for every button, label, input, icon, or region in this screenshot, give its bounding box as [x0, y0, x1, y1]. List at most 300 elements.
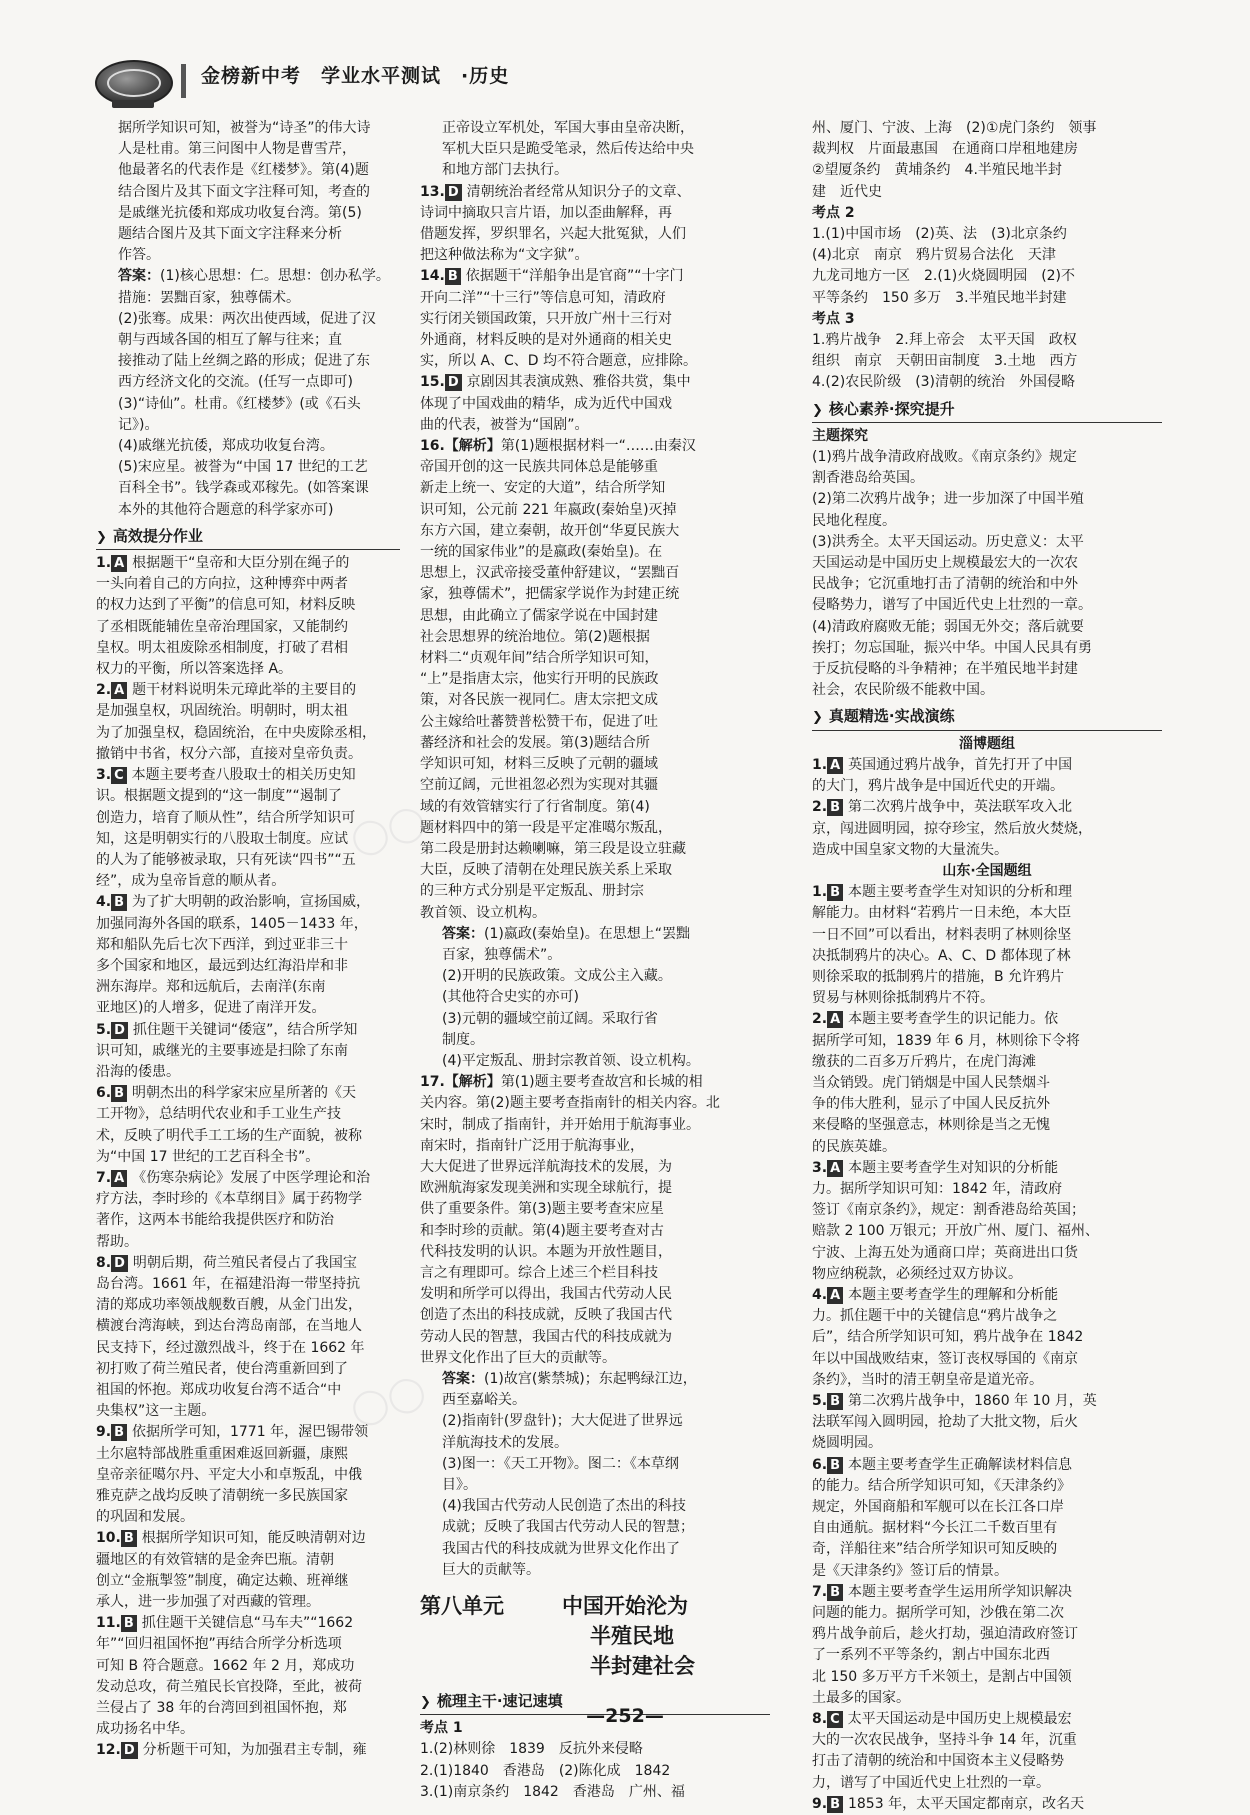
text-line: 创造力，培育了顺从性”，结合所学知识可 — [96, 809, 356, 826]
text-line: 域的有效管辖实行了行省制度。第(4) — [420, 798, 650, 815]
question-number: 5. — [812, 1392, 828, 1409]
text-line: 制度。 — [442, 1031, 484, 1048]
text-line: 是加强皇权，巩固统治。明朝时，明太祖 — [96, 703, 348, 720]
text-line: 第二段是册封达赖喇嘛，第三段是设立驻藏 — [420, 840, 686, 857]
answer-badge: C — [827, 1711, 843, 1728]
section-heading: ❯ 真题精选·实战演练 — [812, 706, 1162, 730]
text-line: 力，谱写了中国近代史上壮烈的一章。 — [812, 1774, 1050, 1791]
label: 16.【解析】 — [420, 438, 501, 455]
question-number: 9. — [812, 1795, 828, 1812]
text-line — [96, 1740, 400, 1761]
text-line: 我国古代的科技成就为世界文化作出了 — [442, 1540, 680, 1557]
question-item — [812, 1582, 1162, 1709]
text-line: 实行闭关锁国政策，只开放广州十三行对 — [420, 310, 672, 327]
text: 本题主要考查学生的识记能力。依 — [848, 1011, 1059, 1028]
label: 答案： — [442, 1370, 484, 1387]
text-line — [420, 266, 770, 287]
text-line — [96, 1528, 400, 1549]
question-number: 3. — [96, 767, 112, 784]
text-line: 据所学可知，1839 年 6 月，林则徐下令将 — [812, 1032, 1080, 1049]
text-line: 祖国的怀抱。郑成功收复台湾不适合“中 — [96, 1381, 342, 1398]
text: 根据所学知识可知，能反映清朝对边 — [141, 1530, 366, 1547]
kaodian-label: 考点 1 — [420, 1720, 463, 1737]
group-heading: 淄博题组 — [959, 735, 1015, 752]
text-line: 百家，独尊儒术”。 — [442, 946, 562, 963]
text-line: 则徐采取的抵制鸦片的措施，B 允许鸦片 — [812, 968, 1065, 985]
kaodian-label: 考点 2 — [812, 204, 855, 221]
question-number: 3. — [812, 1159, 828, 1176]
question-item — [96, 1253, 400, 1423]
text: 第二次鸦片战争中，英法联军攻入北 — [847, 799, 1072, 816]
text-line: 条约》，当时的清王朝皇帝是道光帝。 — [812, 1371, 1043, 1388]
text-line: 岛台湾。1661 年，在福建沿海一带坚持抗 — [96, 1275, 361, 1292]
text-line: 是《天津条约》签订后的情景。 — [812, 1562, 1008, 1579]
text-line: 蕃经济和社会的发展。第(3)题结合所 — [420, 734, 650, 751]
text-line — [442, 924, 770, 945]
text-line: (2)指南针(罗盘针)；大大促进了世界远 — [442, 1413, 683, 1430]
text-line: 京，闯进圆明园，掠夺珍宝，然后放火焚烧， — [812, 820, 1092, 837]
question-item — [812, 1455, 1162, 1582]
text-line: 学知识可知，材料三反映了元朝的疆域 — [420, 756, 658, 773]
text-line: 把这种做法称为“文字狱”。 — [420, 247, 589, 264]
answer-badge: C — [111, 767, 127, 784]
answer-badge: D — [445, 184, 462, 201]
text-line: (其他符合史实的亦可) — [442, 989, 579, 1006]
text-line: 家，独尊儒术”，把儒家学说作为封建正统 — [420, 586, 680, 603]
text-line: 世界文化作出了巨大的贡献等。 — [420, 1349, 616, 1366]
text-line: 的能力。结合所学知识可知，《天津条约》 — [812, 1477, 1071, 1494]
question-item — [812, 1794, 1162, 1815]
text-line: 亚地区)的人增多，促进了南洋开发。 — [96, 1000, 326, 1017]
kaodian-label: 考点 3 — [812, 310, 855, 327]
text: 明朝杰出的科学家宋应星所著的《天 — [131, 1085, 356, 1102]
text: 题干材料说明朱元璋此举的主要目的 — [132, 682, 357, 699]
kaodian-2 — [812, 224, 1162, 309]
text-line: 法联军闯入圆明园，抢劫了大批文物，后火 — [812, 1414, 1078, 1431]
question-item — [420, 182, 770, 267]
question-number: 15. — [420, 374, 445, 391]
text-line: 借题发挥，罗织罪名，兴起大批冤狱，人们 — [420, 226, 686, 243]
text-line: 奇，洋船往来”结合所学知识可知反映的 — [812, 1541, 1058, 1558]
text-line: 组织 南京 天朝田亩制度 3.土地 西方 — [812, 353, 1078, 370]
question-number: 7. — [96, 1169, 112, 1186]
text-line: 发动总攻，荷兰殖民长官投降，至此，被荷 — [96, 1678, 362, 1695]
text-line: 目》。 — [442, 1477, 477, 1493]
text-line: 烧圆明园。 — [812, 1435, 882, 1452]
question-item — [812, 1391, 1162, 1455]
question-number: 6. — [96, 1085, 112, 1102]
question-item — [812, 797, 1162, 861]
text-line: 平等条约 150 多万 3.半殖民地半封建 — [812, 289, 1067, 306]
label: 答案： — [442, 925, 484, 942]
text-line — [420, 372, 770, 393]
text-line: 年”“回归祖国怀抱”再结合所学分析选项 — [96, 1636, 342, 1653]
text-line — [420, 436, 770, 457]
watermark: ◯◯ — [345, 1369, 431, 1431]
text-line: 力。抓住题干中的关键信息“鸦片战争之 — [812, 1308, 1058, 1325]
text-line: 体现了中国戏曲的精华，成为近代中国戏 — [420, 395, 672, 412]
text-line — [96, 553, 400, 574]
text: 本题主要考查学生运用所学知识解决 — [847, 1583, 1072, 1600]
question-item — [96, 1083, 400, 1168]
text-line: 经”，成为皇帝旨意的顺从者。 — [96, 873, 286, 890]
text-line: 1.鸦片战争 2.拜上帝会 太平天国 政权 — [812, 332, 1077, 349]
text-line: 军机大臣只是跪受笔录，然后传达给中央 — [442, 141, 694, 158]
text-line: 清的郑成功率领战舰数百艘，从金门出发， — [96, 1297, 362, 1314]
question-number: 2. — [96, 682, 112, 699]
text-line: 成功扬名中华。 — [96, 1721, 194, 1738]
text-line — [812, 1455, 1162, 1476]
text-line — [118, 266, 400, 287]
answer-badge: B — [827, 1584, 843, 1601]
answer-badge: B — [827, 884, 843, 901]
text-line: (1)鸦片战争清政府战败。《南京条约》规定 — [812, 449, 1077, 466]
text-line: 割香港岛给英国。 — [812, 470, 924, 487]
text-line: 赔款 2 100 万银元；开放广州、厦门、福州、 — [812, 1223, 1099, 1240]
text-line: 宁波、上海五处为通商口岸；英商进出口货 — [812, 1244, 1078, 1261]
text-line — [812, 1158, 1162, 1179]
question-number: 2. — [812, 799, 828, 816]
text-line: (5)宋应星。被誉为“中国 17 世纪的工艺 — [118, 459, 368, 476]
question-number: 1. — [812, 884, 828, 901]
text-line: 鸦片战争前后，趁火打劫，强迫清政府签订 — [812, 1626, 1078, 1643]
text-line: 九龙司地方一区 2.(1)火烧圆明园 (2)不 — [812, 268, 1076, 285]
text: 第(1)题根据材料一“……由秦汉 — [500, 438, 696, 455]
text-line: 民战争；它沉重地打击了清朝的统治和中外 — [812, 576, 1078, 593]
text-line: 建 近代史 — [812, 183, 882, 200]
text-line: 据所学知识可知，被誉为“诗圣”的伟大诗 — [118, 120, 371, 136]
answer-badge: D — [111, 1022, 128, 1039]
text-line: 皇权。明太祖废除丞相制度，打破了君相 — [96, 639, 348, 656]
text: 第(1)题主要考查故宫和长城的相 — [500, 1074, 703, 1091]
text-line: 社会思想界的统治地位。第(2)题根据 — [420, 628, 650, 645]
text: 依据所学可知，1771 年，渥巴锡带领 — [131, 1424, 369, 1441]
explore-block — [812, 447, 1162, 701]
text-line: 诗词中摘取只言片语，加以歪曲解释，再 — [420, 204, 672, 221]
text-line: 当众销毁。虎门销烟是中国人民禁烟斗 — [812, 1074, 1050, 1091]
question-item — [96, 1020, 400, 1084]
text-line: 土最多的国家。 — [812, 1689, 910, 1706]
text-line: 洲东海岸。郑和远航后，去南洋(东南 — [96, 979, 326, 996]
text-line: 开向二洋”“十三行”等信息可知，清政府 — [420, 289, 666, 306]
text-line: 央集权”这一主题。 — [96, 1403, 216, 1420]
text-line: 争的伟大胜利，显示了中国人民反抗外 — [812, 1096, 1050, 1113]
q17-answer — [420, 1369, 770, 1581]
text-line: 打击了清朝的统治和中国资本主义侵略势 — [812, 1753, 1064, 1770]
text: 根据题干“皇帝和大臣分别在绳子的 — [132, 555, 350, 572]
text-line: (2)第二次鸦片战争；进一步加深了中国半殖 — [812, 491, 1084, 508]
text-line: 裁判权 片面最惠国 在通商口岸租地建房 — [812, 141, 1078, 158]
text-line: 教首领、设立机构。 — [420, 904, 546, 921]
text-line: 一日不回”可以看出，材料表明了林则徐坚 — [812, 926, 1072, 943]
answer-badge: B — [827, 799, 843, 816]
text-line: 本外的其他符合题意的科学家亦可) — [118, 501, 334, 518]
text-line: 3.(1)南京条约 1842 香港岛 广州、福 — [420, 1783, 685, 1800]
answer-badge: A — [827, 1287, 843, 1304]
text-line: 公主嫁给吐蕃赞普松赞干布，促进了吐 — [420, 713, 658, 730]
text-line: 自由通航。据材料“今长江二千数百里有 — [812, 1520, 1058, 1537]
header-divider — [181, 64, 186, 98]
question-item — [812, 882, 1162, 1009]
text-line: 疆地区的有效管辖的是金奔巴瓶。清朝 — [96, 1551, 334, 1568]
text-line: 天国运动是中国历史上规模最宏大的一次农 — [812, 555, 1078, 572]
text: 抓住题干关键信息“马车夫”“1662 — [141, 1615, 354, 1632]
text-line: 侵略势力，谱写了中国近代史上壮烈的一章。 — [812, 597, 1092, 614]
text-line: 了丞相既能辅佐皇帝治理国家，又能制约 — [96, 618, 348, 635]
text-line: 民地化程度。 — [812, 512, 896, 529]
text-line: 沿海的倭患。 — [96, 1063, 180, 1080]
column-2 — [420, 118, 770, 1803]
text-line: 物应纳税款，必须经过双方协议。 — [812, 1265, 1022, 1282]
text-line: 大臣，反映了清朝在处理民族关系上采取 — [420, 862, 672, 879]
text-line — [96, 1168, 400, 1189]
text-line: 措施：罢黜百家，独尊儒术。 — [118, 289, 300, 306]
text-line: 发明和所学可以得出，我国古代劳动人民 — [420, 1286, 672, 1303]
text-line: (4)平定叛乱、册封宗教首领、设立机构。 — [442, 1052, 700, 1069]
text-line: 土尔扈特部战胜重重困难返回新疆，康熙 — [96, 1445, 348, 1462]
text: (1)嬴政(秦始皇)。在思想上“罢黜 — [484, 925, 691, 942]
text-line — [420, 182, 770, 203]
question-number: 12. — [96, 1742, 121, 1759]
question-number: 1. — [812, 756, 828, 773]
text-line: 挨打；勿忘国耻，振兴中华。中国人民具有勇 — [812, 639, 1092, 656]
text-line: 民支持下，经过激烈战斗，终于在 1662 年 — [96, 1339, 365, 1356]
section-heading: ❯ 梳理主干·速记速填 — [420, 1691, 770, 1715]
text-line: 西方经济文化的交流。(任写一点即可) — [118, 374, 353, 391]
text-line: 大的一次农民战争，坚持斗争 14 年，沉重 — [812, 1732, 1077, 1749]
text-line: 作答。 — [118, 247, 160, 264]
col1-intro — [96, 118, 400, 266]
text-line: 的民族英雄。 — [812, 1138, 896, 1155]
text: 京剧因其表演成熟、雅俗共赏，集中 — [466, 374, 691, 391]
text-line: 承人，进一步加强了对西藏的管理。 — [96, 1594, 320, 1611]
question-item — [96, 765, 400, 892]
text-line: 1.(1)中国市场 (2)英、法 (3)北京条约 — [812, 226, 1067, 243]
page-header — [95, 58, 1165, 110]
text-line: 权力的平衡，所以答案选择 A。 — [96, 661, 293, 678]
text-line: 力。据所学知识可知：1842 年，清政府 — [812, 1180, 1063, 1197]
text-line: 社会，农民阶级不能救中国。 — [812, 682, 994, 699]
answer-badge: B — [121, 1615, 137, 1632]
answer-badge: D — [111, 1255, 128, 1272]
question-item — [812, 1285, 1162, 1391]
text-line: 和李时珍的贡献。第(4)题主要考查对古 — [420, 1222, 664, 1239]
section-heading: ❯ 高效提分作业 — [96, 526, 400, 550]
text-line: 是戚继光抗倭和郑成功收复台湾。第(5) — [118, 204, 362, 221]
question-item — [420, 266, 770, 372]
text-line — [812, 882, 1162, 903]
text-line: 人是杜甫。第三问图中人物是曹雪芹， — [118, 141, 356, 158]
text-line: 记》)。 — [118, 416, 159, 433]
question-item — [812, 1158, 1162, 1285]
text-line: 4.(2)农民阶级 (3)清朝的统治 外国侵略 — [812, 374, 1076, 391]
text-line: 缴获的二百多万斤鸦片，在虎门海滩 — [812, 1053, 1036, 1070]
text-line: (4)北京 南京 鸦片贸易合法化 天津 — [812, 247, 1056, 264]
text-line: 加强同海外各国的联系，1405－1433 年， — [96, 915, 368, 932]
question-number: 10. — [96, 1530, 121, 1547]
text: (1)核心思想：仁。思想：创办私学。 — [160, 268, 390, 285]
question-number: 11. — [96, 1615, 121, 1632]
text: 《伤寒杂病论》发展了中医学理论和治 — [132, 1169, 371, 1186]
text-line: (2)开明的民族政策。文成公主入藏。 — [442, 968, 672, 985]
text-line: 郑和船队先后七次下西洋，到过亚非三十 — [96, 936, 348, 953]
text: (1)故宫(紫禁城)；东起鸭绿江边， — [484, 1370, 697, 1387]
text: 本题主要考查学生的理解和分析能 — [848, 1286, 1059, 1303]
text-line: 思想，由此确立了儒家学说在中国封建 — [420, 607, 658, 624]
text-line: 宋时，制成了指南针，并开始用于航海事业。 — [420, 1116, 700, 1133]
question-number: 14. — [420, 268, 445, 285]
kaodian-3 — [812, 330, 1162, 394]
column-1 — [96, 118, 400, 1762]
group1-questions — [812, 755, 1162, 861]
text-line: 帝国开创的这一民族共同体总是能够重 — [420, 459, 658, 476]
text-line: 成就；反映了我国古代劳动人民的智慧； — [442, 1519, 694, 1536]
text: 本题主要考查八股取士的相关历史知 — [131, 767, 356, 784]
section-heading: ❯ 核心素养·探究提升 — [812, 399, 1162, 423]
group-heading: 山东·全国题组 — [942, 862, 1032, 879]
question-item — [96, 1528, 400, 1613]
q17-block — [420, 1072, 770, 1581]
question-number: 2. — [812, 1011, 828, 1028]
question-number: 8. — [96, 1254, 112, 1271]
text-line: 曲的代表，被誉为“国剧”。 — [420, 416, 589, 433]
question-item — [96, 892, 400, 1019]
text-line: 欧洲航海家发现美洲和实现全球航行，提 — [420, 1180, 672, 1197]
question-item — [96, 1168, 400, 1253]
text-line: 工开物》，总结明代农业和手工业生产技 — [96, 1106, 341, 1123]
text-line — [812, 1009, 1162, 1030]
text: 抓住题干关键词“倭寇”，结合所学知 — [132, 1021, 358, 1038]
text-line — [96, 1613, 400, 1634]
text-line: 撤销中书省，权分六部，直接对皇帝负责。 — [96, 745, 362, 762]
text-line: “上”是指唐太宗，他实行开明的民族政 — [420, 671, 659, 688]
text-line: 东方六国，建立秦朝，故开创“华夏民族大 — [420, 522, 680, 539]
question-item — [812, 755, 1162, 797]
answer-badge: A — [111, 1170, 127, 1187]
text-line: 解能力。由材料“若鸦片一日未绝，本大臣 — [812, 905, 1072, 922]
text-line: 新走上统一、安定的大道”，结合所学知 — [420, 480, 666, 497]
text-line: 正帝设立军机处，军国大事由皇帝决断， — [442, 120, 694, 136]
question-item — [96, 680, 400, 765]
col1-questions — [96, 553, 400, 1762]
text-line: 结合图片及其下面文字注释可知，考查的 — [118, 183, 370, 200]
page-number: —252— — [586, 1705, 664, 1727]
answer-badge: A — [827, 757, 843, 774]
text-line: 横渡台湾海峡，到达台湾岛南部，在当地人 — [96, 1318, 362, 1335]
text-line: 疗方法，李时珍的《本草纲目》属于药物学 — [96, 1191, 362, 1208]
text-line: 来侵略的坚强意志，林则徐是当之无愧 — [812, 1117, 1050, 1134]
text-line: 他最著名的代表作是《红楼梦》。第(4)题 — [118, 162, 369, 179]
text-line: (4)戚继光抗倭，郑成功收复台湾。 — [118, 438, 334, 455]
text-line — [812, 1391, 1162, 1412]
answer-badge: A — [827, 1160, 843, 1177]
text-line: (3)元朝的疆域空前辽阔。采取行省 — [442, 1010, 658, 1027]
text-line: 著作，这两本书能给我提供医疗和防治 — [96, 1212, 334, 1229]
text-line: 洋航海技术的发展。 — [442, 1434, 568, 1451]
text-line: 可知 B 符合题意。1662 年 2 月，郑成功 — [96, 1657, 355, 1674]
text-line: 北 150 多万平方千米领土，是割占中国领 — [812, 1668, 1072, 1685]
text-line: 实，所以 A、C、D 均不符合题意，应排除。 — [420, 353, 698, 370]
text-line: 问题的能力。据所学可知，沙俄在第二次 — [812, 1605, 1064, 1622]
text: 依据题干“洋船争出是官商”“十字门 — [465, 268, 684, 285]
text: 太平天国运动是中国历史上规模最宏 — [847, 1711, 1072, 1728]
text-line: 贸易与林则徐抵制鸦片不符。 — [812, 990, 994, 1007]
text-line: 规定，外国商船和军舰可以在长江各口岸 — [812, 1499, 1064, 1515]
question-number: 4. — [96, 894, 112, 911]
text-line: 题结合图片及其下面文字注释来分析 — [118, 226, 342, 243]
answer-badge: B — [121, 1530, 137, 1547]
group2-questions — [812, 882, 1162, 1815]
text-line: 供了重要条件。第(3)题主要考查宋应星 — [420, 1201, 664, 1218]
question-number: 13. — [420, 183, 445, 200]
text-line — [812, 1285, 1162, 1306]
text-line: 代科技发明的认识。本题为开放性题目， — [420, 1243, 672, 1260]
text-line: 外通商，材料反映的是对外通商的相关史 — [420, 332, 672, 349]
text-line: (4)我国古代劳动人民创造了杰出的科技 — [442, 1498, 686, 1515]
text-line: (2)张骞。成果：两次出使西域，促进了汉 — [118, 310, 376, 327]
text-line: (3)“诗仙”。杜甫。《红楼梦》(或《石头 — [118, 395, 361, 412]
question-item — [96, 1740, 400, 1761]
text-line: 一头向着自己的方向拉，这种博弈中两者 — [96, 576, 348, 593]
text-line: 关内容。第(2)题主要考查指南针的相关内容。北 — [420, 1095, 720, 1112]
label: 17.【解析】 — [420, 1074, 501, 1091]
text-line: 题材料四中的第一段是平定准噶尔叛乱， — [420, 819, 672, 836]
text-line: 兰侵占了 38 年的台湾回到祖国怀抱，郑 — [96, 1700, 347, 1717]
question-number: 6. — [812, 1456, 828, 1473]
text-line — [812, 1794, 1162, 1815]
answer-badge: B — [111, 894, 127, 911]
text-line: 知，这是明朝实行的八股取士制度。应试 — [96, 830, 348, 847]
text-line: 的大门，鸦片战争是中国近代史的开端。 — [812, 778, 1064, 795]
question-item — [96, 553, 400, 680]
text-line: 年以中国战败结束，签订丧权辱国的《南京 — [812, 1350, 1078, 1367]
text-line: 言之有理即可。综合上述三个栏目科技 — [420, 1264, 658, 1281]
watermark: ◯◯ — [345, 799, 431, 861]
text-line: 朝与西域各国的相互了解与往来；直 — [118, 332, 342, 349]
text-line: 识可知，公元前 221 年嬴政(秦始皇)灭掉 — [420, 501, 677, 518]
text-line: 帮助。 — [96, 1233, 138, 1250]
text-line — [812, 755, 1162, 776]
text-line — [812, 1582, 1162, 1603]
text-line — [96, 680, 400, 701]
q16-answer — [420, 924, 770, 1072]
text-line: 的三种方式分别是平定叛乱、册封宗 — [420, 883, 644, 900]
text-line: 策，对各民族一视同仁。唐太宗把文成 — [420, 692, 658, 709]
question-item — [96, 1422, 400, 1528]
text-line: 创造了杰出的科技成就，反映了我国古代 — [420, 1307, 672, 1324]
explore-label: 主题探究 — [812, 427, 868, 444]
answer-badge: A — [111, 682, 127, 699]
answer-badge: B — [111, 1424, 127, 1441]
text-line: 创立“金瓶掣签”制度，确定达赖、班禅继 — [96, 1572, 349, 1589]
question-item — [812, 1009, 1162, 1157]
text-line: 南宋时，指南针广泛用于航海事业， — [420, 1137, 644, 1154]
text-line: 巨大的贡献等。 — [442, 1561, 540, 1578]
publisher-logo-icon — [95, 60, 173, 106]
text-line: 百科全书”。钱学森或邓稼先。(如答案课 — [118, 480, 369, 497]
question-number: 8. — [812, 1711, 828, 1728]
text-line: 识。根据题文提到的“这一制度”“遏制了 — [96, 788, 342, 805]
question-number: 1. — [96, 555, 112, 572]
text-line: (4)清政府腐败无能；弱国无外交；落后就要 — [812, 618, 1084, 635]
answer-badge: B — [827, 1393, 843, 1410]
text: 英国通过鸦片战争，首先打开了中国 — [848, 756, 1073, 773]
text-line: 了一系列不平等条约，割占中国东北西 — [812, 1647, 1050, 1664]
text-line: 州、厦门、宁波、上海 (2)①虎门条约 领事 — [812, 120, 1097, 136]
question-number: 4. — [812, 1286, 828, 1303]
text-line: 初打败了荷兰殖民者，使台湾重新回到了 — [96, 1360, 348, 1377]
question-item — [420, 372, 770, 436]
